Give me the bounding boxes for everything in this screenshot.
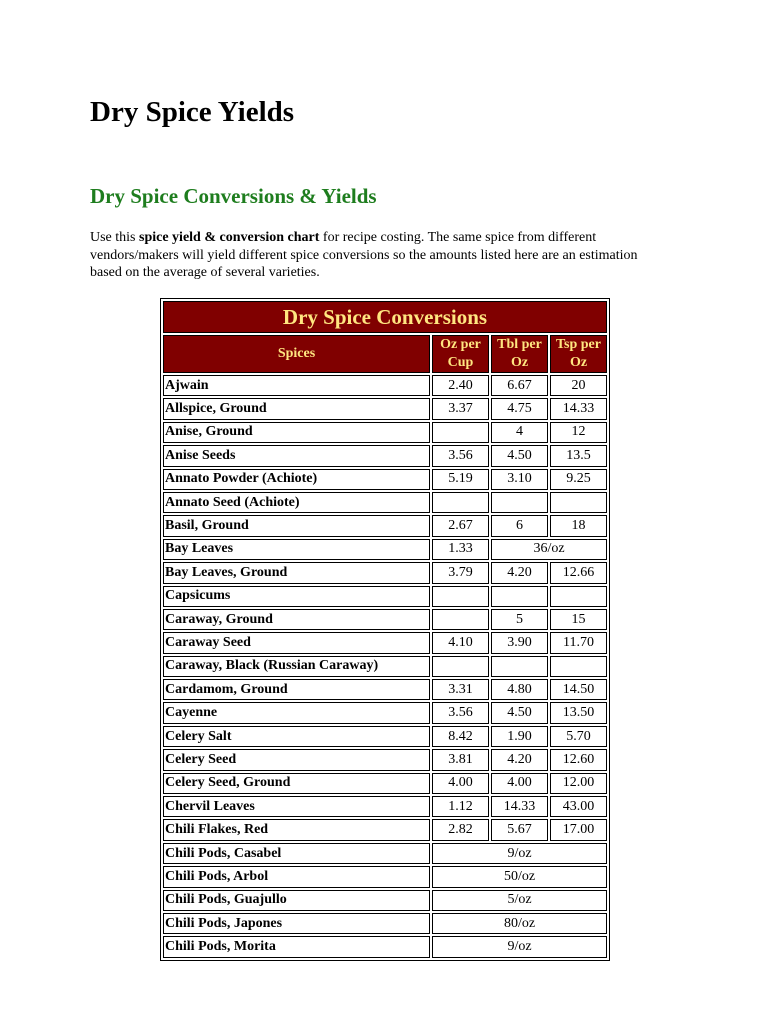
tbl-per-oz-cell: 6.67 <box>491 375 548 396</box>
tsp-per-oz-cell: 13.5 <box>550 445 607 466</box>
tbl-per-oz-cell: 4.00 <box>491 773 548 794</box>
table-row <box>163 726 607 747</box>
tsp-per-oz-cell: 12.00 <box>550 773 607 794</box>
spice-name-cell: Chili Flakes, Red <box>163 819 430 840</box>
spice-name-cell: Annato Seed (Achiote) <box>163 492 430 513</box>
tsp-per-oz-cell: 9.25 <box>550 469 607 490</box>
spice-name-cell: Celery Seed, Ground <box>163 773 430 794</box>
tbl-per-oz-cell: 14.33 <box>491 796 548 817</box>
spice-name-cell: Chili Pods, Japones <box>163 913 430 934</box>
table-row <box>163 632 607 653</box>
spice-name-cell: Cardamom, Ground <box>163 679 430 700</box>
oz-per-cup-cell: 8.42 <box>432 726 489 747</box>
spice-conversion-table <box>160 298 610 961</box>
oz-per-cup-cell: 3.81 <box>432 749 489 770</box>
tsp-per-oz-cell: 18 <box>550 515 607 536</box>
table-row <box>163 562 607 583</box>
oz-per-cup-cell <box>432 492 489 513</box>
table-row <box>163 679 607 700</box>
tbl-per-oz-cell: 4.20 <box>491 562 548 583</box>
tsp-per-oz-cell: 43.00 <box>550 796 607 817</box>
oz-per-cup-cell: 3.56 <box>432 445 489 466</box>
oz-per-cup-cell: 3.56 <box>432 702 489 723</box>
oz-per-cup-cell <box>432 586 489 607</box>
tbl-per-oz-cell: 4.50 <box>491 445 548 466</box>
table-body <box>163 375 607 958</box>
tsp-per-oz-cell: 14.50 <box>550 679 607 700</box>
header-tsp-per-oz: Tsp per Oz <box>550 335 607 373</box>
spice-name-cell: Caraway, Ground <box>163 609 430 630</box>
table-row <box>163 819 607 840</box>
section-heading: Dry Spice Conversions & Yields <box>90 184 377 208</box>
spice-name-cell: Caraway, Black (Russian Caraway) <box>163 656 430 677</box>
spice-name-cell: Chili Pods, Morita <box>163 936 430 957</box>
tbl-per-oz-cell: 3.10 <box>491 469 548 490</box>
tsp-per-oz-cell: 11.70 <box>550 632 607 653</box>
spice-name-cell: Basil, Ground <box>163 515 430 536</box>
tsp-per-oz-cell: 13.50 <box>550 702 607 723</box>
tbl-per-oz-cell: 3.90 <box>491 632 548 653</box>
yield-merged-cell: 50/oz <box>432 866 607 887</box>
tbl-per-oz-cell: 5 <box>491 609 548 630</box>
spice-name-cell: Chili Pods, Guajullo <box>163 890 430 911</box>
oz-per-cup-cell: 1.33 <box>432 539 489 560</box>
spice-name-cell: Allspice, Ground <box>163 398 430 419</box>
tsp-per-oz-cell: 17.00 <box>550 819 607 840</box>
header-tbl-per-oz: Tbl per Oz <box>491 335 548 373</box>
table-row <box>163 843 607 864</box>
yield-merged-cell: 36/oz <box>491 539 607 560</box>
table-row <box>163 609 607 630</box>
oz-per-cup-cell: 3.31 <box>432 679 489 700</box>
oz-per-cup-cell <box>432 656 489 677</box>
oz-per-cup-cell: 1.12 <box>432 796 489 817</box>
yield-merged-cell: 80/oz <box>432 913 607 934</box>
oz-per-cup-cell: 4.00 <box>432 773 489 794</box>
tbl-per-oz-cell: 1.90 <box>491 726 548 747</box>
table-row <box>163 375 607 396</box>
table-row <box>163 445 607 466</box>
table-row <box>163 936 607 957</box>
table-row <box>163 469 607 490</box>
oz-per-cup-cell: 2.82 <box>432 819 489 840</box>
tbl-per-oz-cell: 4 <box>491 422 548 443</box>
table-row <box>163 702 607 723</box>
tsp-per-oz-cell <box>550 656 607 677</box>
tbl-per-oz-cell: 4.20 <box>491 749 548 770</box>
table-row <box>163 586 607 607</box>
table-row <box>163 515 607 536</box>
header-oz-per-cup: Oz per Cup <box>432 335 489 373</box>
tsp-per-oz-cell: 15 <box>550 609 607 630</box>
tbl-per-oz-cell: 6 <box>491 515 548 536</box>
table-row <box>163 656 607 677</box>
spice-name-cell: Chervil Leaves <box>163 796 430 817</box>
spice-name-cell: Celery Salt <box>163 726 430 747</box>
tbl-per-oz-cell <box>491 586 548 607</box>
table-caption: Dry Spice Conversions <box>163 301 607 333</box>
tbl-per-oz-cell: 4.75 <box>491 398 548 419</box>
tbl-per-oz-cell <box>491 492 548 513</box>
header-spices: Spices <box>163 335 430 373</box>
tbl-per-oz-cell <box>491 656 548 677</box>
table-row <box>163 398 607 419</box>
tsp-per-oz-cell: 14.33 <box>550 398 607 419</box>
spice-name-cell: Bay Leaves <box>163 539 430 560</box>
table-row <box>163 749 607 770</box>
intro-text-after: for recipe costing. The same spice from different vendors/makers will yield different spice conversions so the amounts listed here are an estimation based on the average of several varieties. <box>90 230 638 280</box>
yield-merged-cell: 9/oz <box>432 843 607 864</box>
table-header-row <box>163 335 607 373</box>
oz-per-cup-cell: 5.19 <box>432 469 489 490</box>
spice-name-cell: Celery Seed <box>163 749 430 770</box>
spice-name-cell: Anise, Ground <box>163 422 430 443</box>
tbl-per-oz-cell: 5.67 <box>491 819 548 840</box>
spice-name-cell: Chili Pods, Casabel <box>163 843 430 864</box>
spice-name-cell: Capsicums <box>163 586 430 607</box>
table-row <box>163 492 607 513</box>
table-row <box>163 866 607 887</box>
intro-text-before: Use this <box>90 230 139 245</box>
spice-name-cell: Cayenne <box>163 702 430 723</box>
table-row <box>163 913 607 934</box>
table-caption-row <box>163 301 607 333</box>
table-row <box>163 539 607 560</box>
oz-per-cup-cell <box>432 609 489 630</box>
intro-text-bold: spice yield & conversion chart <box>139 230 320 245</box>
oz-per-cup-cell <box>432 422 489 443</box>
yield-merged-cell: 9/oz <box>432 936 607 957</box>
tsp-per-oz-cell: 20 <box>550 375 607 396</box>
tsp-per-oz-cell <box>550 586 607 607</box>
page-title: Dry Spice Yields <box>90 96 295 128</box>
oz-per-cup-cell: 3.79 <box>432 562 489 583</box>
tsp-per-oz-cell: 12.60 <box>550 749 607 770</box>
spice-name-cell: Ajwain <box>163 375 430 396</box>
yield-merged-cell: 5/oz <box>432 890 607 911</box>
tsp-per-oz-cell: 12.66 <box>550 562 607 583</box>
tsp-per-oz-cell <box>550 492 607 513</box>
tsp-per-oz-cell: 5.70 <box>550 726 607 747</box>
tsp-per-oz-cell: 12 <box>550 422 607 443</box>
oz-per-cup-cell: 4.10 <box>432 632 489 653</box>
table-row <box>163 890 607 911</box>
spice-name-cell: Chili Pods, Arbol <box>163 866 430 887</box>
oz-per-cup-cell: 2.40 <box>432 375 489 396</box>
tbl-per-oz-cell: 4.50 <box>491 702 548 723</box>
table-row <box>163 796 607 817</box>
table-row <box>163 422 607 443</box>
intro-paragraph <box>90 229 660 282</box>
spice-name-cell: Anise Seeds <box>163 445 430 466</box>
tbl-per-oz-cell: 4.80 <box>491 679 548 700</box>
spice-name-cell: Bay Leaves, Ground <box>163 562 430 583</box>
oz-per-cup-cell: 2.67 <box>432 515 489 536</box>
spice-name-cell: Annato Powder (Achiote) <box>163 469 430 490</box>
oz-per-cup-cell: 3.37 <box>432 398 489 419</box>
table-row <box>163 773 607 794</box>
spice-name-cell: Caraway Seed <box>163 632 430 653</box>
